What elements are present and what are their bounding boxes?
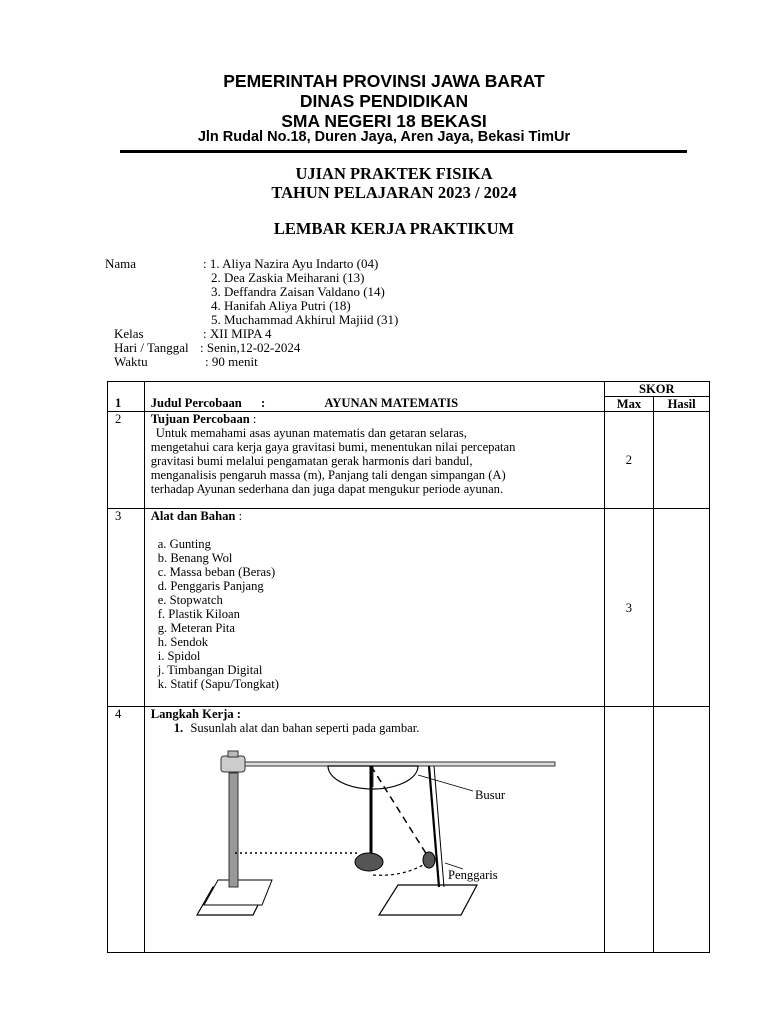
- right-base-plate: [379, 885, 477, 915]
- langkah-content: [144, 707, 604, 953]
- kelas-value: : XII MIPA 4: [203, 326, 272, 341]
- judul-colon: :: [260, 396, 266, 410]
- step-number: 1.: [173, 721, 184, 735]
- busur-label: Busur: [474, 788, 505, 802]
- max-header: Max: [604, 397, 654, 412]
- member-1: : 1. Aliya Nazira Ayu Indarto (04): [203, 256, 379, 271]
- tujuan-row: [108, 412, 710, 509]
- alat-row: [108, 509, 710, 707]
- nama-label: Nama: [105, 256, 137, 271]
- kelas-label: Kelas: [114, 326, 144, 341]
- list-item: k. Statif (Sapu/Tongkat): [157, 677, 279, 691]
- letterhead-line3: SMA NEGERI 18 BEKASI: [281, 111, 487, 131]
- list-item: h. Sendok: [157, 635, 209, 649]
- list-item: a. Gunting: [157, 537, 211, 551]
- list-item: f. Plastik Kiloan: [157, 607, 240, 621]
- list-item: c. Massa beban (Beras): [157, 565, 276, 579]
- tujuan-content: [144, 412, 604, 509]
- hari-value: : Senin,12-02-2024: [200, 340, 301, 355]
- langkah-row: [108, 707, 710, 953]
- step-text: Susunlah alat dan bahan seperti pada gambar.: [190, 721, 420, 735]
- letterhead-line1: PEMERINTAH PROVINSI JAWA BARAT: [223, 71, 545, 91]
- tujuan-line: terhadap Ayunan sederhana dan juga dapat mengukur periode ayunan.: [150, 482, 504, 496]
- tujuan-max: 2: [604, 412, 654, 509]
- tujuan-line: Untuk memahami asas ayunan matematis dan getaran selaras,: [155, 426, 467, 440]
- tujuan-colon: :: [252, 412, 257, 426]
- list-item: d. Penggaris Panjang: [157, 579, 264, 593]
- alat-hasil: [654, 509, 710, 707]
- tujuan-label: Tujuan Percobaan: [150, 412, 250, 426]
- judul-label: Judul Percobaan: [150, 396, 242, 410]
- tujuan-line: menganalisis pengaruh massa (m), Panjang tali dengan simpangan (A): [150, 468, 506, 482]
- row2-number: 2: [108, 412, 145, 509]
- hasil-header: Hasil: [654, 397, 710, 412]
- list-item: g. Meteran Pita: [157, 621, 236, 635]
- langkah-hasil: [654, 707, 710, 953]
- member-4: 4. Hanifah Aliya Putri (18): [211, 298, 351, 313]
- row1-content: [144, 382, 604, 412]
- pendulum-setup-figure: [173, 743, 593, 933]
- langkah-max: [604, 707, 654, 953]
- tujuan-hasil: [654, 412, 710, 509]
- clamp: [221, 756, 245, 772]
- list-item: e. Stopwatch: [157, 593, 223, 607]
- waktu-value: : 90 menit: [205, 354, 258, 369]
- list-item: i. Spidol: [157, 649, 201, 663]
- hari-label: Hari / Tanggal: [114, 340, 189, 355]
- academic-year: TAHUN PELAJARAN 2023 / 2024: [271, 183, 517, 202]
- alat-colon: :: [238, 509, 243, 523]
- skor-header: SKOR: [604, 382, 709, 397]
- alat-label: Alat dan Bahan: [150, 509, 236, 523]
- row4-number: 4: [108, 707, 145, 953]
- table-header-row: [108, 382, 710, 397]
- member-2: 2. Dea Zaskia Meiharani (13): [211, 270, 365, 285]
- letterhead-divider: [120, 150, 687, 153]
- letterhead-line2: DINAS PENDIDIKAN: [299, 91, 469, 111]
- row3-number: 3: [108, 509, 145, 707]
- stand-pole: [229, 773, 238, 887]
- exam-title: UJIAN PRAKTEK FISIKA: [295, 164, 493, 183]
- member-3: 3. Deffandra Zaisan Valdano (14): [211, 284, 385, 299]
- judul-value: AYUNAN MATEMATIS: [324, 396, 459, 410]
- member-5: 5. Muchammad Akhirul Majiid (31): [211, 312, 399, 327]
- sheet-title: LEMBAR KERJA PRAKTIKUM: [273, 219, 515, 238]
- list-item: b. Benang Wol: [157, 551, 233, 565]
- list-item: j. Timbangan Digital: [157, 663, 263, 677]
- waktu-label: Waktu: [114, 354, 148, 369]
- alat-max: 3: [604, 509, 654, 707]
- letterhead-address: Jln Rudal No.18, Duren Jaya, Aren Jaya, Bekasi TimUr: [197, 129, 571, 145]
- worksheet-table: [107, 381, 710, 953]
- ruler-shape: [429, 766, 439, 887]
- row1-number: 1: [108, 382, 145, 412]
- pendulum-bob: [355, 853, 383, 871]
- displaced-bob: [423, 852, 435, 868]
- alat-content: [144, 509, 604, 707]
- langkah-label: Langkah Kerja :: [150, 707, 241, 721]
- tujuan-line: mengetahui cara kerja gaya gravitasi bumi, menentukan nilai percepatan: [150, 440, 516, 454]
- penggaris-label: Penggaris: [447, 868, 498, 882]
- tujuan-line: gravitasi bumi melalui pengamatan gerak harmonis dari bandul,: [150, 454, 473, 468]
